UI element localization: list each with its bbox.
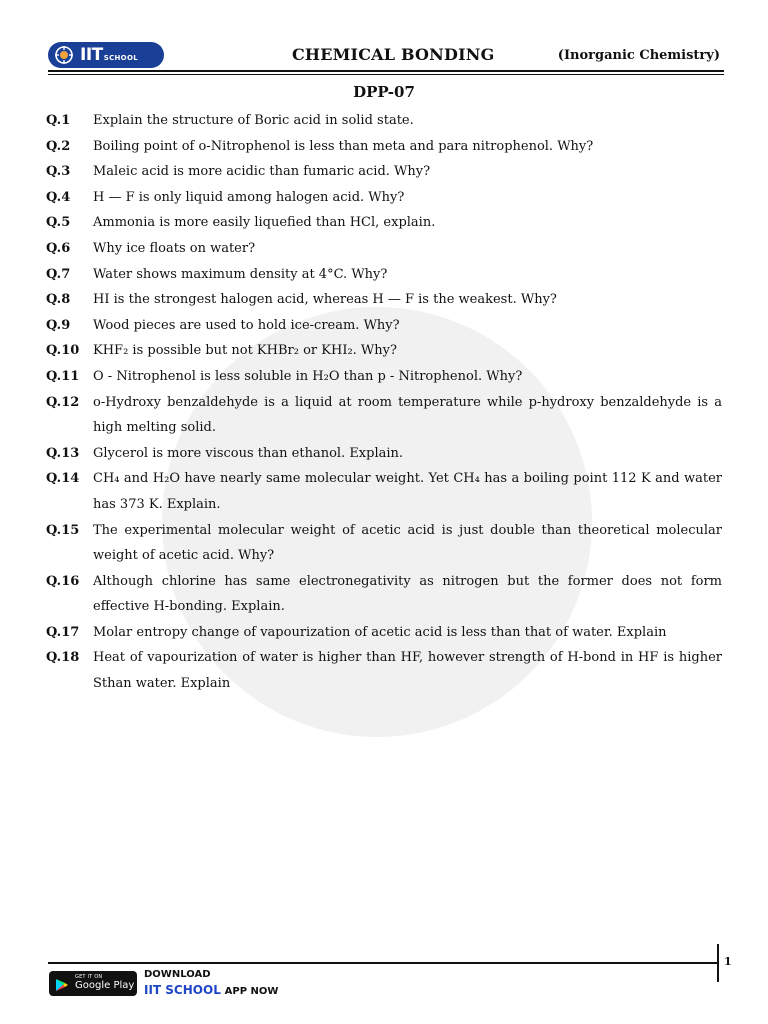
- question-item: [46, 390, 722, 441]
- footer-divider: [48, 962, 718, 964]
- question-number: Q.3: [46, 164, 71, 180]
- question-text: Explain the structure of Boric acid in solid state.: [93, 113, 414, 128]
- download-label: DOWNLOAD: [144, 969, 211, 980]
- question-item: [46, 645, 722, 696]
- question-number: Q.7: [46, 266, 71, 282]
- question-text: KHF₂ is possible but not KHBr₂ or KHI₂. Why?: [93, 343, 397, 359]
- question-number: Q.17: [46, 624, 80, 640]
- question-item: [46, 338, 722, 364]
- question-text: Molar entropy change of vapourization of acetic acid is less than that of water. Explain: [93, 624, 667, 640]
- question-number: Q.6: [46, 240, 71, 256]
- question-text: Wood pieces are used to hold ice-cream. Why?: [93, 317, 400, 333]
- question-number: Q.1: [46, 113, 71, 128]
- subject-label: (Inorganic Chemistry): [557, 48, 720, 63]
- footer-page-marker: [717, 944, 719, 982]
- question-text: Water shows maximum density at 4°C. Why?: [93, 266, 388, 282]
- question-number: Q.4: [46, 189, 71, 205]
- page-number: 1: [724, 955, 732, 968]
- question-number: Q.15: [46, 522, 80, 538]
- question-text: Heat of vapourization of water is higher than HF, however strength of H-bond in HF is higher Sthan water. Explain: [93, 650, 722, 692]
- question-item: [46, 466, 722, 517]
- question-text: Although chlorine has same electronegativity as nitrogen but the former does not form effective H-bonding. Explain.: [93, 573, 722, 615]
- logo-text: IITSCHOOL: [80, 44, 138, 65]
- question-text: o-Hydroxy benzaldehyde is a liquid at room temperature while p-hydroxy benzaldehyde is a high melting solid.: [93, 394, 722, 436]
- question-text: Why ice floats on water?: [93, 240, 256, 256]
- question-item: [46, 236, 722, 262]
- question-number: Q.2: [46, 138, 71, 154]
- google-play-icon: [55, 977, 69, 996]
- header-divider: [48, 70, 724, 72]
- question-item: [46, 313, 722, 339]
- question-item: [46, 185, 722, 211]
- question-text: HI is the strongest halogen acid, whereas H — F is the weakest. Why?: [93, 292, 557, 308]
- question-item: [46, 262, 722, 288]
- brand-name: IIT SCHOOL: [144, 983, 221, 997]
- app-promo: [144, 983, 278, 997]
- header-divider-thin: [48, 74, 724, 75]
- page-title: CHEMICAL BONDING: [292, 45, 495, 64]
- question-item: [46, 518, 722, 569]
- question-text: The experimental molecular weight of acetic acid is just double than theoretical molecular weight of acetic acid. Why?: [93, 522, 722, 564]
- question-number: Q.12: [46, 394, 80, 410]
- dpp-title: DPP-07: [353, 83, 415, 101]
- question-item: [46, 364, 722, 390]
- iit-school-logo: [48, 42, 164, 68]
- question-text: Glycerol is more viscous than ethanol. Explain.: [93, 445, 404, 461]
- page-header: [48, 40, 724, 70]
- question-number: Q.18: [46, 650, 80, 666]
- question-item: [46, 287, 722, 313]
- question-number: Q.10: [46, 343, 80, 359]
- question-item: [46, 441, 722, 467]
- question-number: Q.9: [46, 317, 71, 333]
- question-text: O - Nitrophenol is less soluble in H₂O than p - Nitrophenol. Why?: [93, 368, 523, 384]
- question-item: [46, 108, 722, 134]
- question-number: Q.5: [46, 215, 71, 231]
- question-item: [46, 159, 722, 185]
- store-caption: GET IT ON: [75, 974, 103, 980]
- iit-school-logo-icon: [54, 45, 74, 65]
- question-number: Q.8: [46, 292, 71, 308]
- question-list: [46, 108, 722, 697]
- question-item: [46, 569, 722, 620]
- question-number: Q.16: [46, 573, 80, 589]
- question-text: Boiling point of o-Nitrophenol is less than meta and para nitrophenol. Why?: [93, 138, 594, 154]
- question-text: Maleic acid is more acidic than fumaric acid. Why?: [93, 164, 431, 180]
- question-text: CH₄ and H₂O have nearly same molecular weight. Yet CH₄ has a boiling point 112 K and water has 373 K. Explain.: [93, 471, 722, 512]
- app-now-label: APP NOW: [224, 986, 279, 997]
- question-number: Q.11: [46, 368, 80, 384]
- question-item: [46, 134, 722, 160]
- store-name: Google Play: [75, 980, 135, 991]
- question-text: H — F is only liquid among halogen acid. Why?: [93, 189, 405, 205]
- question-item: [46, 620, 722, 646]
- question-item: [46, 210, 722, 236]
- google-play-badge[interactable]: [49, 971, 137, 996]
- question-number: Q.13: [46, 445, 80, 461]
- question-number: Q.14: [46, 471, 80, 487]
- question-text: Ammonia is more easily liquefied than HCl, explain.: [93, 215, 436, 231]
